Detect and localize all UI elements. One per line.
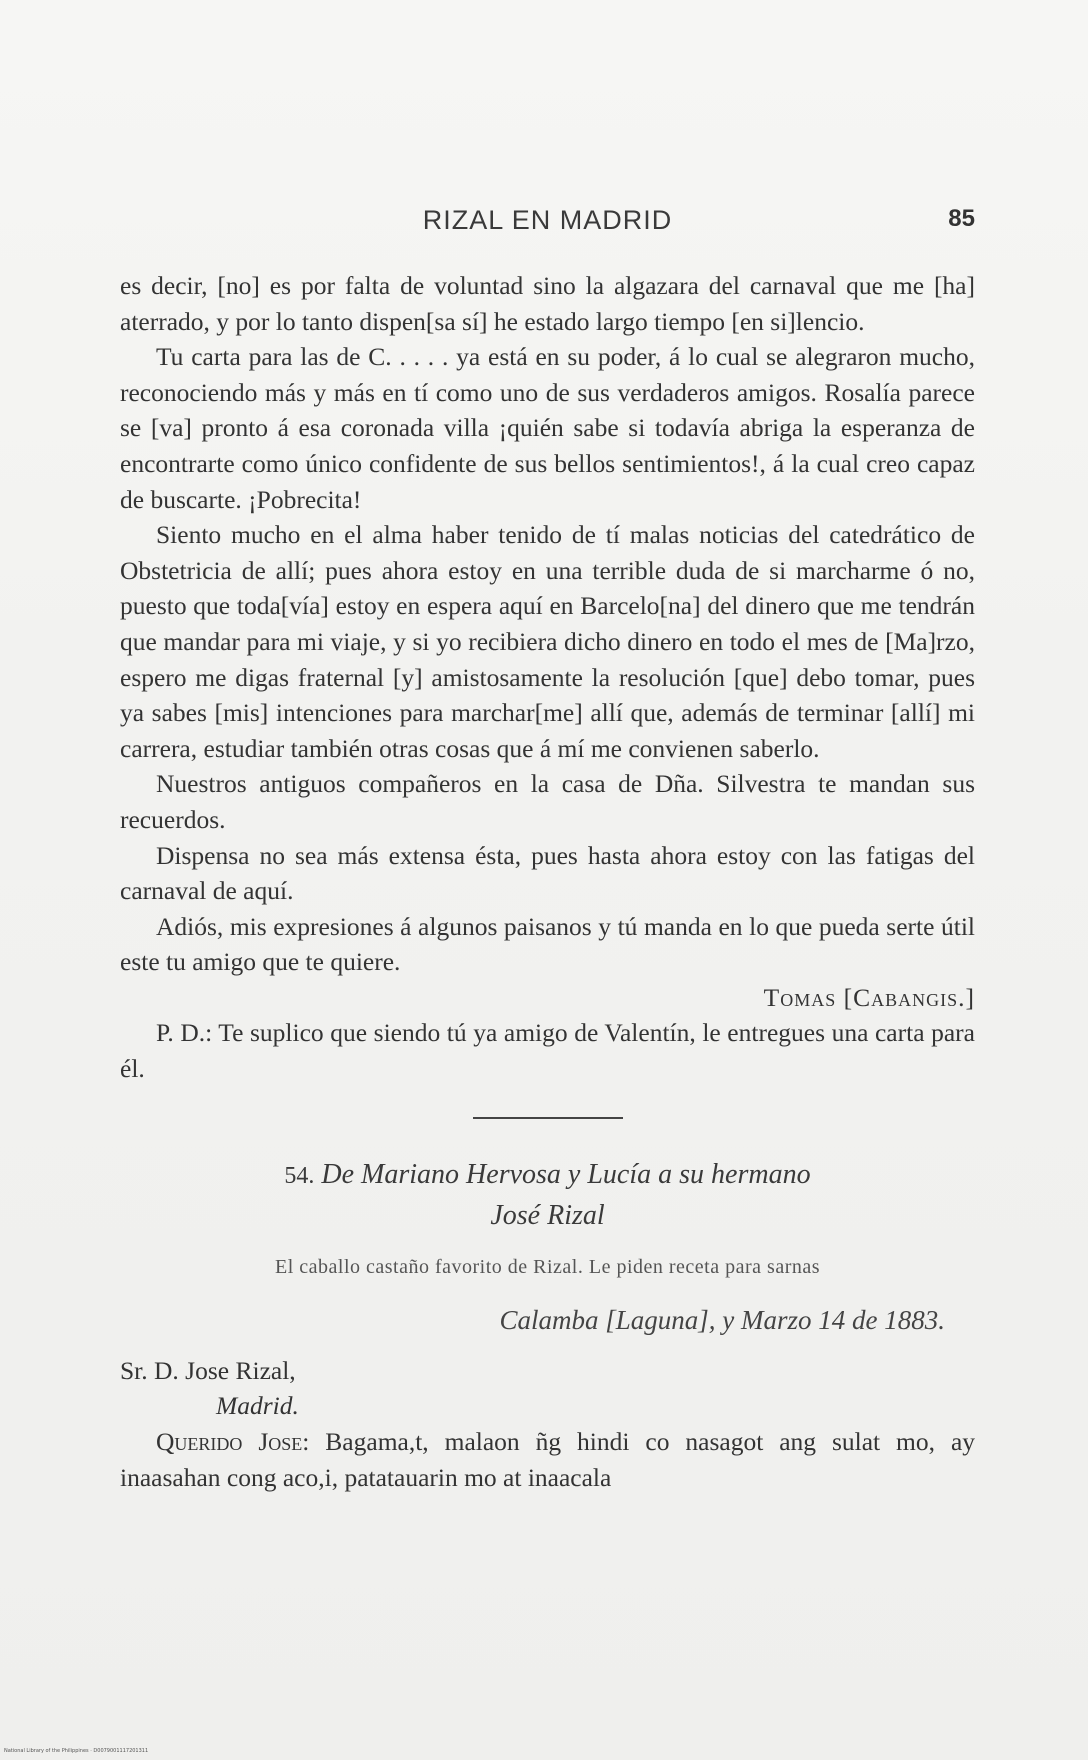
signature: Tomas [Cabangis.] [763,982,975,1012]
letter-title-line1: De Mariano Hervosa y Lucía a su hermano [321,1158,811,1190]
addressee-city: Madrid. [216,1391,299,1421]
addressee-name: Sr. D. Jose Rizal, [120,1355,296,1385]
paragraph: Nuestros antiguos compañeros en la casa de Dña. Silvestra te mandan sus recuerdos. [120,769,975,834]
letter-summary: El caballo castaño favorito de Rizal. Le piden receta para sarnas [274,1255,821,1278]
addressee [120,1353,975,1424]
page-body [120,268,975,1495]
letter-number: 54. [284,1162,315,1189]
letter-title-line2: José Rizal [490,1199,605,1231]
scan-footer: National Library of the Philippines · D0079001117201311 [4,1748,149,1754]
running-head: RIZAL EN MADRID [422,205,673,235]
page-number: 85 [948,205,975,232]
paragraph: Adiós, mis expresiones á algunos paisanos y tú manda en lo que pueda serte útil este tu amigo que te quiere. [120,911,975,977]
postscript: P. D.: Te suplico que siendo tú ya amigo de Valentín, le entregues una carta para él. [120,1018,975,1084]
place-date: Calamba [Laguna], y Marzo 14 de 1883. [499,1305,945,1336]
opening-text: Bagama,t, malaon ñg hindi co nasagot ang sulat mo, ay inaasahan cong aco,i, patatauarin mo at inaacala [120,1427,976,1492]
letter-opening [120,1424,975,1495]
paragraph: es decir, [no] es por falta de voluntad sino la algazara del carnaval que me [ha] aterrado, y por lo tanto dispen[sa sí] he estado largo tiempo [en si]lencio. [120,271,975,336]
paragraph: Siento mucho en el alma haber tenido de tí malas noticias del catedrático de Obstetricia de allí; pues ahora estoy en una terrible duda de si marcharme ó no, puesto que toda[vía] estoy en espera aquí en Barcelo[na] del dinero que me tendrán que mandar para mi viaje, y si yo recibiera dicho dinero en todo el mes de [Ma]rzo, espero me digas fraternal [y] amistosamente la resolución [que] debo tomar, pues ya sabes [mis] intenciones para marchar[me] allí que, además de terminar [allí] mi carrera, estudiar también otras cosas que á mí me convienen saberlo. [120,520,975,763]
salutation: Querido Jose: [156,1427,310,1457]
paragraph: Dispensa no sea más extensa ésta, pues hasta ahora estoy con las fatigas del carnaval de aquí. [120,840,975,906]
letter-heading [120,1155,975,1236]
section-divider [473,1117,623,1119]
page-header [120,205,975,245]
paragraph: Tu carta para las de C. . . . . ya está en su poder, á lo cual se alegraron mucho, reconociendo más y más en tí como uno de sus verdaderos amigos. Rosalía parece se [va] pronto á esa coronada villa ¡quién sabe si todavía abriga la esperanza de encontrarte como único confidente de sus bellos sentimientos!, á la cual creo capaz de buscarte. ¡Pobrecita! [120,342,975,514]
